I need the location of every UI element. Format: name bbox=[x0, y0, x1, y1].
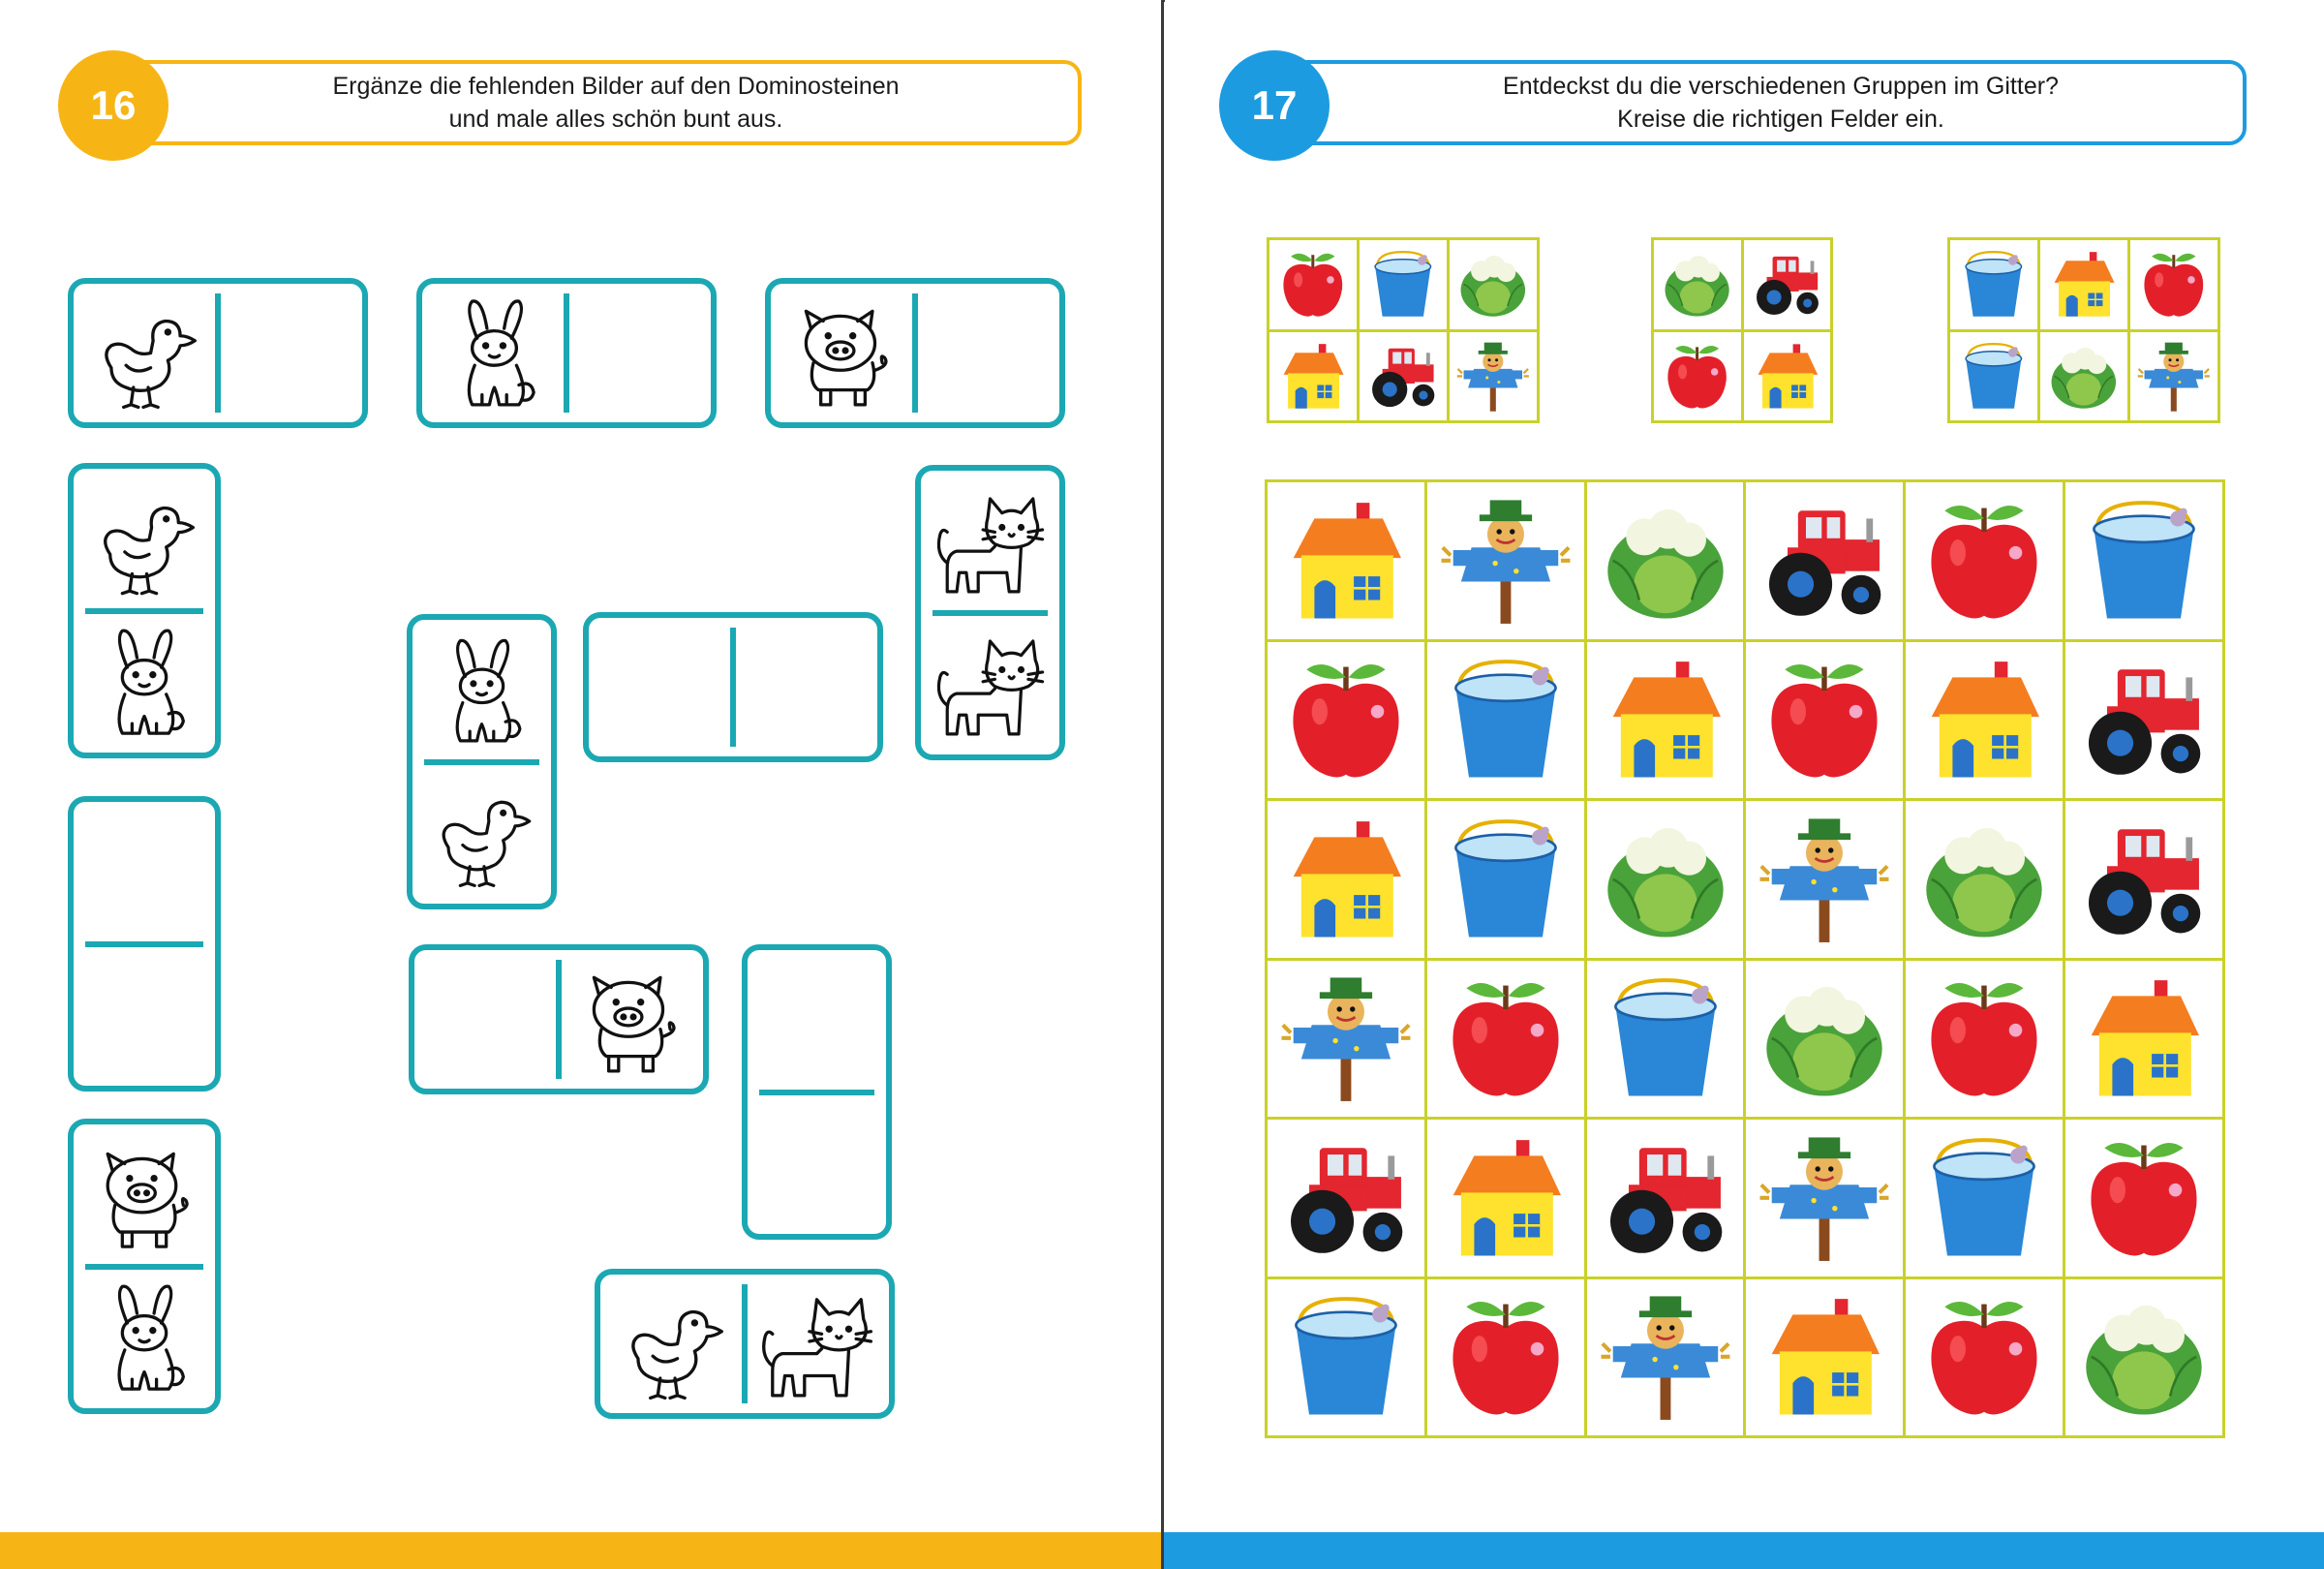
domino-5 bbox=[915, 465, 1065, 760]
domino-12 bbox=[595, 1269, 895, 1419]
tractor-icon[interactable] bbox=[1746, 482, 1903, 639]
scarecrow-icon[interactable] bbox=[1427, 482, 1584, 639]
group-grid-2 bbox=[1651, 237, 1833, 423]
right-bottom-bar bbox=[1164, 1532, 2324, 1569]
bucket-icon bbox=[1950, 332, 2037, 421]
bucket-icon bbox=[1360, 240, 1447, 329]
house-icon[interactable] bbox=[1587, 642, 1744, 799]
task-17-instruction-line1: Entdeckst du die verschiedenen Gruppen im Gitter? bbox=[1503, 73, 2059, 100]
cat-icon bbox=[931, 621, 1050, 748]
task-16-number-badge: 16 bbox=[58, 50, 168, 161]
domino-divider bbox=[742, 1284, 748, 1403]
domino-1 bbox=[68, 278, 368, 428]
apple-icon[interactable] bbox=[1906, 482, 2063, 639]
domino-10 bbox=[742, 944, 892, 1240]
cabbage-icon[interactable] bbox=[2065, 1279, 2222, 1436]
domino-8 bbox=[68, 796, 221, 1092]
bucket-icon[interactable] bbox=[1906, 1120, 2063, 1277]
group-grid-3 bbox=[1947, 237, 2220, 423]
cabbage-icon[interactable] bbox=[1746, 961, 1903, 1118]
domino-11 bbox=[68, 1119, 221, 1414]
group-grid-1 bbox=[1267, 237, 1540, 423]
scarecrow-icon[interactable] bbox=[1587, 1279, 1744, 1436]
task-16-instruction-line1: Ergänze die fehlenden Bilder auf den Dominosteinen bbox=[332, 73, 900, 100]
domino-divider bbox=[730, 628, 736, 747]
task-16-instruction-line2: und male alles schön bunt aus. bbox=[448, 106, 783, 133]
scarecrow-icon[interactable] bbox=[1746, 801, 1903, 958]
rabbit-icon bbox=[83, 1275, 205, 1401]
bucket-icon[interactable] bbox=[2065, 482, 2222, 639]
tractor-icon[interactable] bbox=[1268, 1120, 1424, 1277]
domino-divider bbox=[933, 610, 1048, 616]
house-icon bbox=[2040, 240, 2127, 329]
domino-2 bbox=[416, 278, 717, 428]
scarecrow-icon[interactable] bbox=[1746, 1120, 1903, 1277]
duck-icon bbox=[422, 770, 541, 897]
left-bottom-bar bbox=[0, 1532, 1161, 1569]
bucket-icon[interactable] bbox=[1427, 801, 1584, 958]
house-icon[interactable] bbox=[1268, 482, 1424, 639]
scarecrow-icon bbox=[1450, 332, 1537, 421]
house-icon bbox=[1744, 332, 1831, 421]
rabbit-icon bbox=[432, 292, 557, 415]
tractor-icon bbox=[1360, 332, 1447, 421]
task-17-header bbox=[1257, 60, 2247, 145]
task-17-number-badge: 17 bbox=[1219, 50, 1330, 161]
rabbit-icon bbox=[422, 628, 541, 754]
domino-divider bbox=[759, 1090, 874, 1095]
duck-icon bbox=[610, 1282, 735, 1405]
tractor-icon[interactable] bbox=[2065, 642, 2222, 799]
domino-divider bbox=[85, 941, 203, 947]
cabbage-icon bbox=[1654, 240, 1741, 329]
apple-icon bbox=[1654, 332, 1741, 421]
apple-icon[interactable] bbox=[1427, 1279, 1584, 1436]
apple-icon[interactable] bbox=[1906, 1279, 2063, 1436]
page-spine bbox=[1161, 0, 1164, 1569]
domino-9 bbox=[409, 944, 709, 1094]
apple-icon[interactable] bbox=[1268, 642, 1424, 799]
house-icon[interactable] bbox=[2065, 961, 2222, 1118]
task-16-header bbox=[92, 60, 1082, 145]
house-icon[interactable] bbox=[1427, 1120, 1584, 1277]
cabbage-icon[interactable] bbox=[1587, 801, 1744, 958]
domino-divider bbox=[85, 1264, 203, 1270]
cabbage-icon bbox=[2040, 332, 2127, 421]
cabbage-icon[interactable] bbox=[1587, 482, 1744, 639]
apple-icon bbox=[1269, 240, 1357, 329]
scarecrow-icon bbox=[2130, 332, 2217, 421]
apple-icon bbox=[2130, 240, 2217, 329]
tractor-icon[interactable] bbox=[2065, 801, 2222, 958]
task-16-instruction bbox=[164, 70, 1068, 136]
main-grid bbox=[1265, 479, 2225, 1438]
duck-icon bbox=[83, 292, 208, 415]
domino-7 bbox=[583, 612, 883, 762]
apple-icon[interactable] bbox=[2065, 1120, 2222, 1277]
house-icon[interactable] bbox=[1268, 801, 1424, 958]
domino-3 bbox=[765, 278, 1065, 428]
cabbage-icon bbox=[1450, 240, 1537, 329]
apple-icon[interactable] bbox=[1746, 642, 1903, 799]
domino-divider bbox=[564, 293, 569, 413]
bucket-icon[interactable] bbox=[1268, 1279, 1424, 1436]
task-17-instruction-line2: Kreise die richtigen Felder ein. bbox=[1617, 106, 1944, 133]
apple-icon[interactable] bbox=[1427, 961, 1584, 1118]
pig-icon bbox=[568, 958, 693, 1081]
domino-6 bbox=[407, 614, 557, 909]
bucket-icon bbox=[1950, 240, 2037, 329]
domino-divider bbox=[912, 293, 918, 413]
domino-divider bbox=[424, 759, 539, 765]
domino-divider bbox=[215, 293, 221, 413]
house-icon[interactable] bbox=[1746, 1279, 1903, 1436]
cabbage-icon[interactable] bbox=[1906, 801, 2063, 958]
cat-icon bbox=[931, 478, 1050, 605]
pig-icon bbox=[780, 292, 905, 415]
domino-4 bbox=[68, 463, 221, 758]
bucket-icon[interactable] bbox=[1587, 961, 1744, 1118]
domino-divider bbox=[556, 960, 562, 1079]
cat-icon bbox=[754, 1282, 879, 1405]
house-icon[interactable] bbox=[1906, 642, 2063, 799]
house-icon bbox=[1269, 332, 1357, 421]
pig-icon bbox=[83, 1132, 205, 1259]
right-page bbox=[1165, 0, 2324, 1569]
duck-icon bbox=[83, 477, 205, 603]
apple-icon[interactable] bbox=[1906, 961, 2063, 1118]
scarecrow-icon[interactable] bbox=[1268, 961, 1424, 1118]
bucket-icon[interactable] bbox=[1427, 642, 1584, 799]
tractor-icon[interactable] bbox=[1587, 1120, 1744, 1277]
rabbit-icon bbox=[83, 619, 205, 746]
tractor-icon bbox=[1744, 240, 1831, 329]
task-17-instruction bbox=[1329, 70, 2233, 136]
domino-divider bbox=[85, 608, 203, 614]
